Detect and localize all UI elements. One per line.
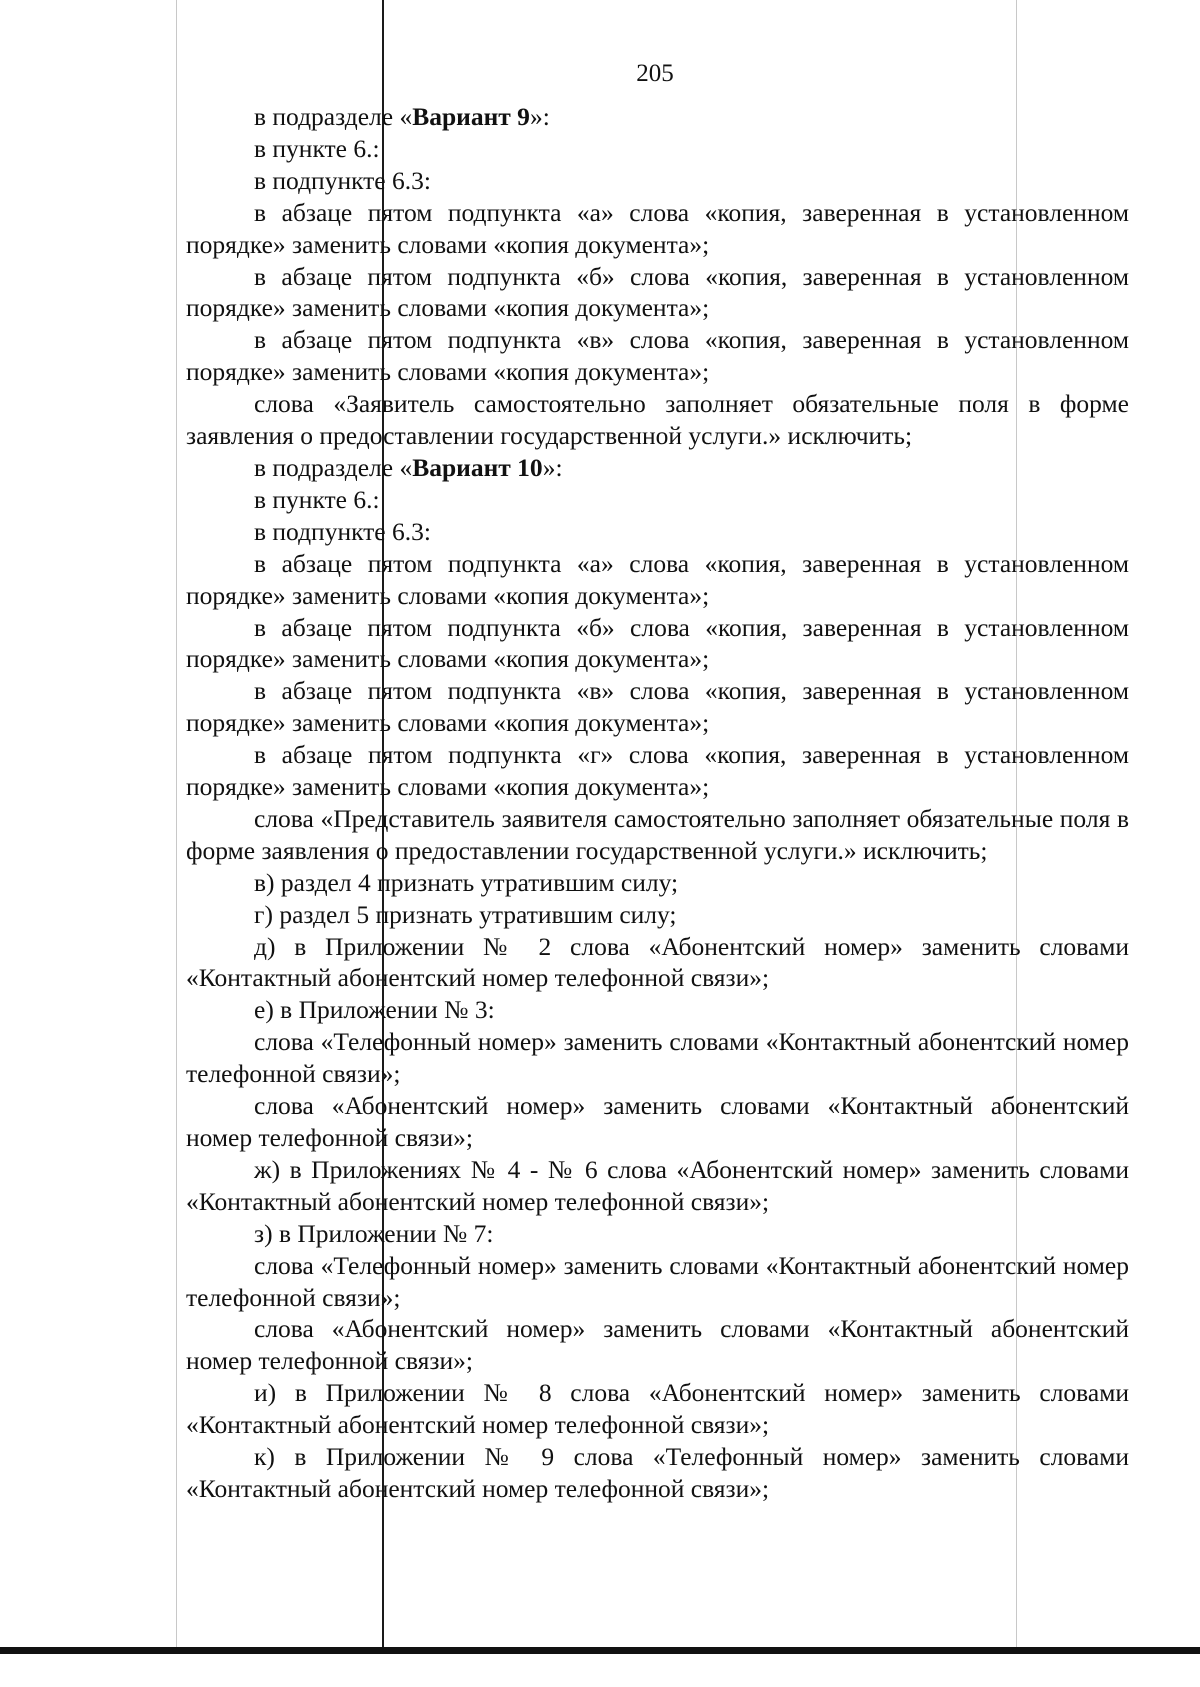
paragraph-23: з) в Приложении № 7:	[254, 1218, 494, 1248]
paragraph-9: в пункте 6.:	[254, 484, 380, 514]
paragraph-26: и) в Приложении № 8 слова «Абонентский номер» заменить словами «Контактный абонентский номер телефонной связи»;	[186, 1378, 1129, 1440]
paragraph-7: слова «Заявитель самостоятельно заполняет обязательные поля в форме заявления о предоставлении государственной услуги.» исключить;	[186, 389, 1129, 451]
paragraph-13: в абзаце пятом подпункта «в» слова «копия, заверенная в установленном порядке» заменить словами «копия документа»;	[186, 676, 1129, 738]
paragraph-27: к) в Приложении № 9 слова «Телефонный номер» заменить словами «Контактный абонентский номер телефонной связи»;	[186, 1442, 1129, 1503]
paragraph-19: е) в Приложении № 3:	[254, 995, 495, 1025]
paragraph-1: в подразделе «Вариант 9»:	[254, 102, 550, 131]
paragraph-14: в абзаце пятом подпункта «г» слова «копия, заверенная в установленном порядке» заменить словами «копия документа»;	[186, 740, 1129, 802]
paragraph-8: в подразделе «Вариант 10»:	[254, 452, 563, 482]
paragraph-3: в подпункте 6.3:	[254, 165, 431, 195]
paragraph-10: в подпункте 6.3:	[254, 516, 431, 546]
document-body	[186, 101, 1129, 1505]
paragraph-2: в пункте 6.:	[254, 133, 380, 163]
paragraph-18: д) в Приложении № 2 слова «Абонентский номер» заменить словами «Контактный абонентский номер телефонной связи»;	[186, 931, 1129, 993]
scan-edge-line-left	[176, 0, 177, 1647]
scan-bottom-edge	[0, 1647, 1200, 1654]
paragraph-22: ж) в Приложениях № 4 - № 6 слова «Абонентский номер» заменить словами «Контактный абонентский номер телефонной связи»;	[186, 1154, 1129, 1216]
paragraph-6: в абзаце пятом подпункта «в» слова «копия, заверенная в установленном порядке» заменить словами «копия документа»;	[186, 325, 1129, 387]
paragraph-24: слова «Телефонный номер» заменить словами «Контактный абонентский номер телефонной связи»;	[186, 1250, 1129, 1312]
paragraph-20: слова «Телефонный номер» заменить словами «Контактный абонентский номер телефонной связи»;	[186, 1027, 1129, 1089]
paragraph-15: слова «Представитель заявителя самостоятельно заполняет обязательные поля в форме заявления о предоставлении государственной услуги.» исключить;	[186, 803, 1129, 865]
paragraph-11: в абзаце пятом подпункта «а» слова «копия, заверенная в установленном порядке» заменить словами «копия документа»;	[186, 548, 1129, 610]
paragraph-5: в абзаце пятом подпункта «б» слова «копия, заверенная в установленном порядке» заменить словами «копия документа»;	[186, 261, 1129, 323]
paragraph-25: слова «Абонентский номер» заменить словами «Контактный абонентский номер телефонной связи»;	[186, 1314, 1129, 1376]
paragraph-4: в абзаце пятом подпункта «а» слова «копия, заверенная в установленном порядке» заменить словами «копия документа»;	[186, 197, 1129, 259]
paragraph-16: в) раздел 4 признать утратившим силу;	[254, 867, 679, 897]
paragraph-21: слова «Абонентский номер» заменить словами «Контактный абонентский номер телефонной связи»;	[186, 1091, 1129, 1152]
paragraph-12: в абзаце пятом подпункта «б» слова «копия, заверенная в установленном порядке» заменить словами «копия документа»;	[186, 612, 1129, 674]
page-number: 205	[636, 60, 674, 87]
paragraph-17: г) раздел 5 признать утратившим силу;	[254, 899, 677, 929]
